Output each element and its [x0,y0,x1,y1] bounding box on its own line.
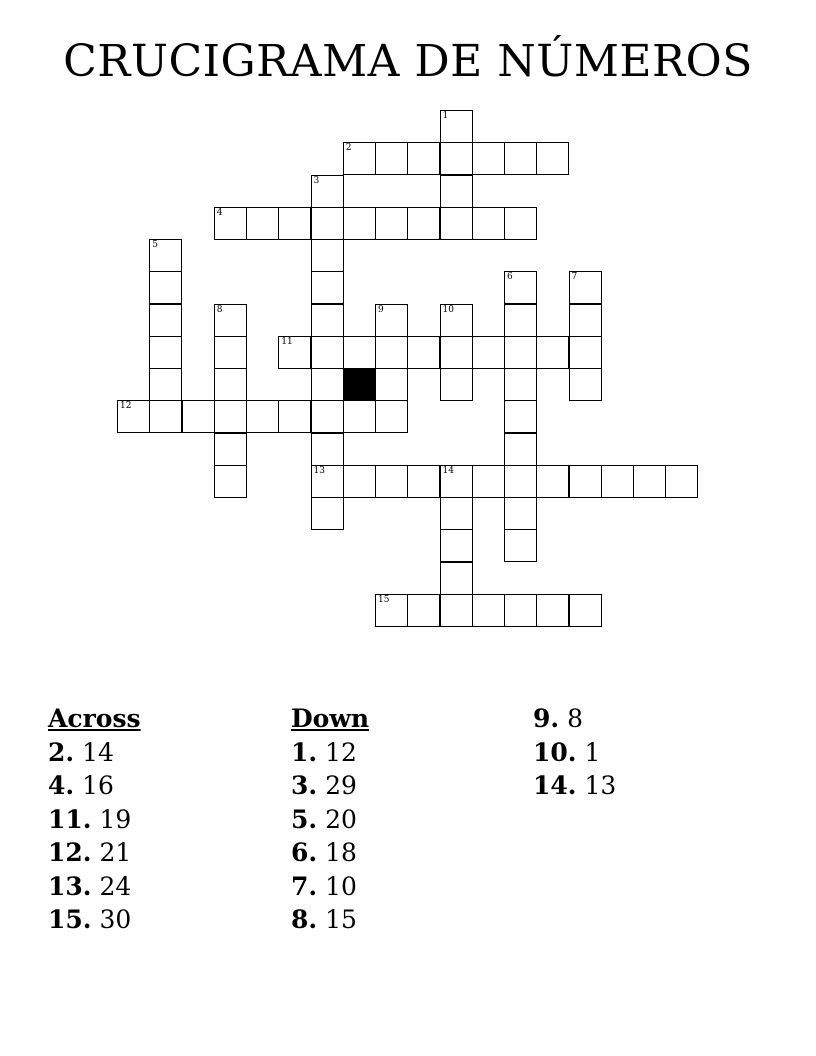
clue-item [291,803,369,837]
grid-cell[interactable] [343,207,376,240]
clue-text: 29 [325,771,357,800]
grid-cell[interactable] [278,207,311,240]
grid-cell[interactable] [246,207,279,240]
clue-text: 10 [325,871,357,901]
grid-cell[interactable] [407,142,440,175]
clue-item [48,836,141,870]
clue-number: 11 [281,336,293,347]
grid-cell[interactable] [214,433,247,466]
grid-cell[interactable] [407,336,440,369]
grid-cell[interactable] [149,400,182,433]
clue-text: 13 [584,771,617,800]
grid-cell[interactable] [440,594,473,627]
clue-label: 8. [291,905,318,934]
grid-cell[interactable] [375,336,408,369]
clue-item [291,836,369,870]
grid-cell[interactable] [375,594,408,627]
grid-cell[interactable] [214,400,247,433]
grid-cell[interactable] [149,239,182,272]
grid-cell[interactable] [504,529,537,562]
clue-label: 6. [291,838,318,867]
grid-cell[interactable] [149,271,182,304]
clue-label: 13. [48,871,92,901]
grid-cell[interactable] [149,368,182,401]
grid-cell[interactable] [569,594,602,627]
grid-cell[interactable] [504,142,537,175]
grid-cell[interactable] [472,594,505,627]
clue-text: 15 [325,905,357,934]
grid-cell[interactable] [440,336,473,369]
down-clues [291,702,369,937]
across-heading: Across [48,704,141,733]
down-clue-list [291,736,369,937]
grid-cell[interactable] [569,304,602,337]
grid-cell[interactable] [214,336,247,369]
clue-item [533,702,616,736]
across-clue-list [48,736,141,937]
page-title: CRUCIGRAMA DE NÚMEROS [63,36,753,87]
clue-number: 3 [313,175,320,186]
grid-cell[interactable] [214,207,247,240]
clue-number: 1 [442,111,449,121]
clue-number: 6 [507,272,513,283]
clue-text: 20 [325,804,357,834]
clue-text: 19 [99,804,132,834]
grid-cell[interactable] [440,465,473,498]
grid-cell[interactable] [311,465,344,498]
grid-cell[interactable] [311,271,344,304]
clue-label: 7. [291,871,318,901]
clue-item [291,769,369,803]
grid-cell[interactable] [504,336,537,369]
clue-number: 10 [442,304,454,315]
grid-cell[interactable] [440,175,473,208]
grid-cell[interactable] [311,497,344,530]
grid-cell[interactable] [440,529,473,562]
clue-text: 16 [82,771,114,800]
clue-item [533,769,616,803]
clue-text: 24 [99,871,132,901]
grid-cell[interactable] [311,400,344,433]
grid-cell[interactable] [440,110,473,143]
down-clues-continued [533,702,616,803]
grid-cell[interactable] [311,207,344,240]
grid-cell[interactable] [407,465,440,498]
clue-label: 2. [48,737,75,767]
grid-cell[interactable] [149,336,182,369]
clue-label: 3. [291,771,318,800]
clue-item [291,903,369,937]
grid-cell[interactable] [569,336,602,369]
grid-cell[interactable] [601,465,634,498]
grid-cell[interactable] [343,142,376,175]
grid-cell[interactable] [536,594,569,627]
grid-cell[interactable] [504,400,537,433]
grid-cell[interactable] [504,465,537,498]
grid-cell[interactable] [504,271,537,304]
clue-text: 12 [325,737,357,767]
grid-cell[interactable] [311,336,344,369]
clue-number: 15 [378,594,390,605]
grid-cell[interactable] [536,142,569,175]
clue-text: 30 [99,905,132,934]
grid-cell[interactable] [472,142,505,175]
grid-cell[interactable] [311,433,344,466]
grid-cell[interactable] [375,142,408,175]
clue-number: 4 [216,207,223,218]
grid-cell[interactable] [569,465,602,498]
grid-cell[interactable] [407,594,440,627]
clue-item [48,803,141,837]
grid-cell[interactable] [375,400,408,433]
grid-cell[interactable] [472,336,505,369]
clue-number: 13 [313,465,325,476]
clue-label: 4. [48,771,75,800]
grid-cell[interactable] [149,304,182,337]
grid-cell[interactable] [504,368,537,401]
grid-cell[interactable] [440,562,473,595]
grid-cell[interactable] [117,400,150,433]
clue-item [48,769,141,803]
clue-label: 15. [48,905,92,934]
clue-label: 10. [533,737,577,767]
clue-item [48,870,141,904]
grid-cell[interactable] [665,465,698,498]
clue-number: 14 [442,465,454,476]
clue-item [291,870,369,904]
grid-cell[interactable] [182,400,215,433]
grid-cell[interactable] [311,239,344,272]
grid-cell[interactable] [440,304,473,337]
grid-cell[interactable] [569,368,602,401]
grid-cell[interactable] [440,368,473,401]
clue-item [48,903,141,937]
grid-cell[interactable] [504,497,537,530]
grid-cell[interactable] [311,368,344,401]
grid-cell[interactable] [214,465,247,498]
across-clues [48,702,141,937]
grid-cell[interactable] [343,465,376,498]
grid-cell[interactable] [440,207,473,240]
grid-cell[interactable] [343,400,376,433]
grid-cell[interactable] [633,465,666,498]
clue-item [533,736,616,770]
grid-cell[interactable] [375,304,408,337]
grid-cell[interactable] [278,400,311,433]
grid-cell[interactable] [504,207,537,240]
grid-cell[interactable] [375,465,408,498]
grid-cell[interactable] [375,368,408,401]
grid-cell[interactable] [214,368,247,401]
clue-number: 12 [120,401,132,412]
down-heading: Down [291,704,370,733]
clue-text: 18 [325,838,357,867]
grid-cell[interactable] [472,465,505,498]
clue-item [48,736,141,770]
grid-cell[interactable] [311,304,344,337]
grid-cell[interactable] [536,465,569,498]
clue-number: 7 [571,272,578,283]
grid-cell[interactable] [472,207,505,240]
grid-cell[interactable] [440,497,473,530]
grid-cell[interactable] [343,336,376,369]
grid-cell[interactable] [536,336,569,369]
grid-cell[interactable] [375,207,408,240]
grid-cell[interactable] [311,175,344,208]
clue-text: 8 [567,704,583,733]
grid-cell[interactable] [504,433,537,466]
clue-number: 8 [216,304,223,315]
grid-cell[interactable] [569,271,602,304]
clue-item [291,736,369,770]
clue-label: 12. [48,838,92,867]
clue-text: 14 [82,737,114,767]
clue-number: 2 [345,143,352,154]
grid-block [343,368,376,401]
clue-number: 9 [378,304,384,315]
clue-label: 11. [48,804,92,834]
grid-cell[interactable] [407,207,440,240]
clue-number: 5 [152,240,158,250]
grid-cell[interactable] [246,400,279,433]
down-clue-list-continued [533,702,616,803]
grid-cell[interactable] [214,304,247,337]
clue-text: 1 [584,737,601,767]
clue-text: 21 [99,838,132,867]
grid-cell[interactable] [440,142,473,175]
grid-cell[interactable] [504,304,537,337]
clue-label: 1. [291,737,318,767]
clue-label: 14. [533,771,577,800]
grid-cell[interactable] [278,336,311,369]
clue-label: 5. [291,804,318,834]
clue-label: 9. [533,704,560,733]
grid-cell[interactable] [504,594,537,627]
